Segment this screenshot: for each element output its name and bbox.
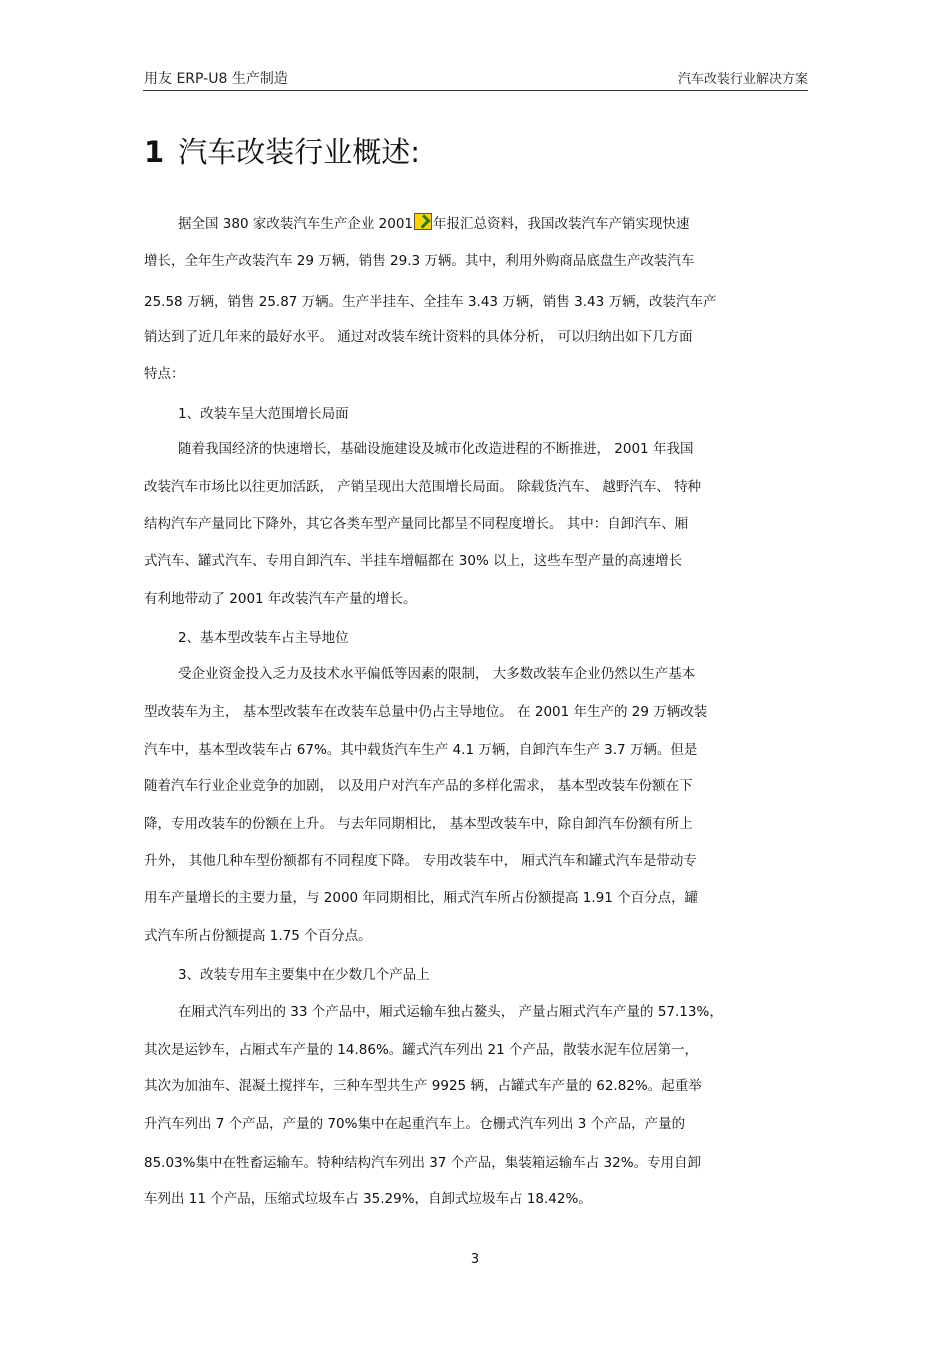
paragraph-line: 用车产量增长的主要力量，与 2000 年同期相比，厢式汽车所占份额提高 1.91 个百分点，罐 bbox=[144, 890, 699, 906]
page-header-left: 用友 ERP-U8 生产制造 bbox=[144, 71, 288, 87]
paragraph-line: 其次是运钞车，占厢式车产量的 14.86%。罐式汽车列出 21 个产品，散装水泥车位居第一， bbox=[144, 1042, 699, 1058]
paragraph-line: 升外， 其他几种车型份额都有不同程度下降。 专用改装车中， 厢式汽车和罐式汽车是带动专 bbox=[144, 853, 697, 869]
paragraph-line: 随着汽车行业企业竞争的加剧， 以及用户对汽车产品的多样化需求， 基本型改装车份额在下 bbox=[144, 778, 693, 794]
paragraph-line: 式汽车所占份额提高 1.75 个百分点。 bbox=[144, 928, 372, 944]
chapter-title-text: 汽车改装行业概述: bbox=[178, 135, 420, 169]
paragraph-line: 车列出 11 个产品，压缩式垃圾车占 35.29%，自卸式垃圾车占 18.42%。 bbox=[144, 1191, 592, 1207]
chapter-number: 1 bbox=[144, 135, 165, 169]
chapter-title bbox=[144, 130, 420, 171]
paragraph-line: 汽车中，基本型改装车占 67%。其中载货汽车生产 4.1 万辆，自卸汽车生产 3.7 万辆。但是 bbox=[144, 742, 698, 758]
section-heading: 3、改装专用车主要集中在少数几个产品上 bbox=[178, 967, 430, 983]
paragraph-line: 受企业资金投入乏力及技术水平偏低等因素的限制， 大多数改装车企业仍然以生产基本 bbox=[178, 666, 696, 682]
text-span: 据全国 380 家改装汽车生产企业 2001 bbox=[178, 216, 413, 232]
paragraph-line bbox=[178, 212, 690, 232]
paragraph-line: 结构汽车产量同比下降外，其它各类车型产量同比都呈不同程度增长。 其中：自卸汽车、厢 bbox=[144, 516, 689, 532]
paragraph-line: 85.03%集中在牲畜运输车。特种结构汽车列出 37 个产品，集装箱运输车占 32%。专用自卸 bbox=[144, 1155, 702, 1171]
paragraph-line: 升汽车列出 7 个产品，产量的 70%集中在起重汽车上。仓栅式汽车列出 3 个产品，产量的 bbox=[144, 1116, 686, 1132]
paragraph-line: 改装汽车市场比以往更加活跃， 产销呈现出大范围增长局面。 除载货汽车、 越野汽车、 特种 bbox=[144, 479, 702, 495]
paragraph-line: 式汽车、罐式汽车、专用自卸汽车、半挂车增幅都在 30% 以上，这些车型产量的高速增长 bbox=[144, 553, 683, 569]
paragraph-line: 25.58 万辆，销售 25.87 万辆。生产半挂车、全挂车 3.43 万辆，销售 3.43 万辆，改装汽车产 bbox=[144, 294, 717, 310]
paragraph-line: 特点： bbox=[144, 366, 185, 382]
paragraph-line: 销达到了近几年来的最好水平。 通过对改装车统计资料的具体分析， 可以归纳出如下几方面 bbox=[144, 329, 693, 345]
paragraph-line: 型改装车为主， 基本型改装车在改装车总量中仍占主导地位。 在 2001 年生产的 29 万辆改装 bbox=[144, 704, 708, 720]
paragraph-line: 其次为加油车、混凝土搅拌车，三种车型共生产 9925 辆，占罐式车产量的 62.82%。起重举 bbox=[144, 1078, 702, 1094]
paragraph-line: 在厢式汽车列出的 33 个产品中，厢式运输车独占鳌头， 产量占厢式汽车产量的 57.13%， bbox=[178, 1004, 723, 1020]
page-number: 3 bbox=[470, 1252, 480, 1267]
embedded-object-icon bbox=[414, 213, 432, 230]
paragraph-line: 随着我国经济的快速增长，基础设施建设及城市化改造进程的不断推进， 2001 年我国 bbox=[178, 441, 694, 457]
text-span: 年报汇总资料，我国改装汽车产销实现快速 bbox=[433, 216, 690, 232]
paragraph-line: 增长，全年生产改装汽车 29 万辆，销售 29.3 万辆。其中，利用外购商品底盘生产改装汽车 bbox=[144, 253, 695, 269]
section-heading: 2、基本型改装车占主导地位 bbox=[178, 630, 349, 646]
paragraph-line: 降，专用改装车的份额在上升。 与去年同期相比， 基本型改装车中，除自卸汽车份额有所上 bbox=[144, 816, 693, 832]
header-rule bbox=[143, 90, 808, 91]
page-header-right: 汽车改装行业解决方案 bbox=[677, 72, 808, 87]
paragraph-line: 有利地带动了 2001 年改装汽车产量的增长。 bbox=[144, 591, 417, 607]
section-heading: 1、改装车呈大范围增长局面 bbox=[178, 406, 349, 422]
